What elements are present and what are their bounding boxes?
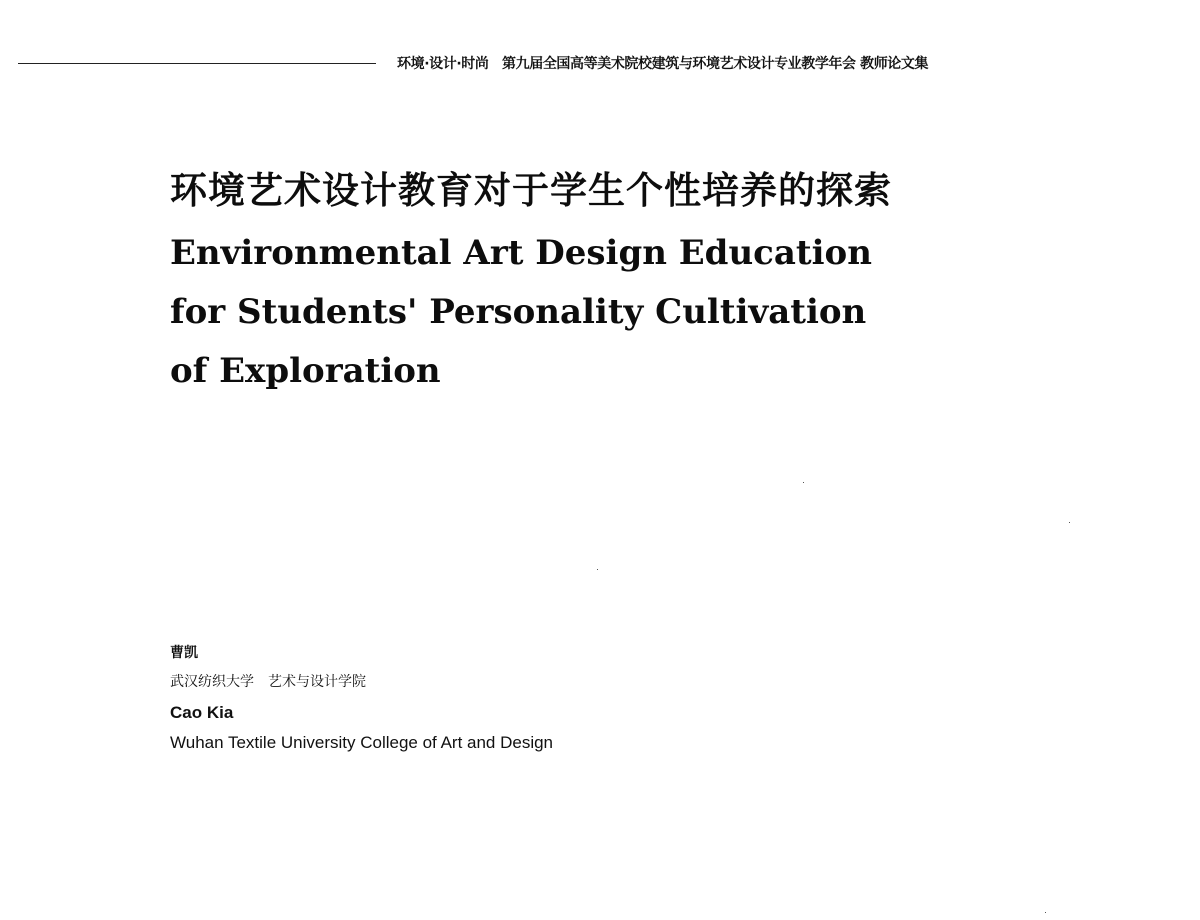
- title-block: [170, 166, 1130, 401]
- scan-speck: [597, 569, 598, 570]
- title-en: [170, 224, 1130, 401]
- author-name-zh: 曹凯: [170, 645, 198, 661]
- author-block: [170, 640, 770, 758]
- scan-speck: [1069, 522, 1070, 523]
- title-zh: 环境艺术设计教育对于学生个性培养的探索: [170, 168, 892, 212]
- author-affiliation-zh: 武汉纺织大学 艺术与设计学院: [170, 674, 366, 690]
- author-affiliation-en: Wuhan Textile University College of Art and Design: [170, 733, 554, 752]
- scan-speck: [1045, 912, 1046, 913]
- title-en-line-2: for Students' Personality Cultivation: [170, 292, 867, 332]
- scan-speck: [803, 482, 804, 483]
- author-name-en: Cao Kia: [170, 703, 234, 722]
- running-header: 环境·设计·时尚 第九届全国高等美术院校建筑与环境艺术设计专业教学年会 教师论文集: [397, 56, 929, 72]
- title-en-line-3: of Exploration: [170, 351, 441, 391]
- title-en-line-1: Environmental Art Design Education: [170, 233, 872, 273]
- header-rule: [18, 63, 376, 64]
